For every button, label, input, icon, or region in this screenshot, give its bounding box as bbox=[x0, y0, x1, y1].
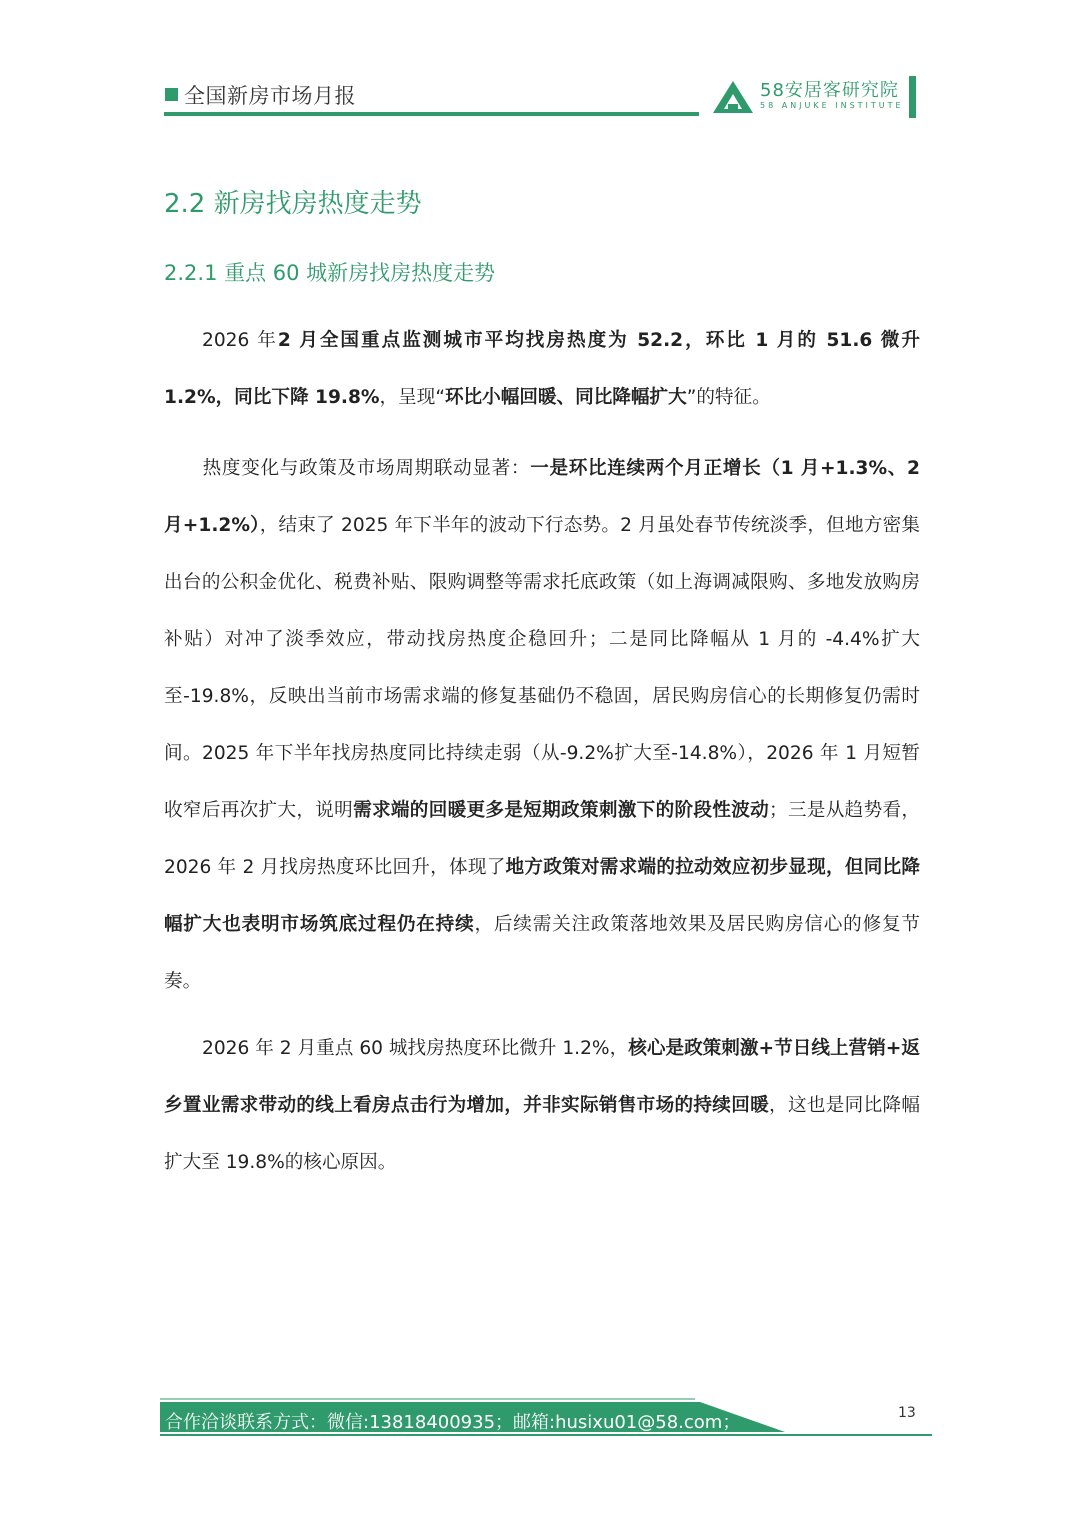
bold-text-run: 需求端的回暖更多是短期政策刺激下的阶段性波动 bbox=[353, 800, 770, 821]
paragraph-3 bbox=[164, 1020, 920, 1191]
logo-vertical-bar bbox=[909, 76, 916, 118]
contact-info: 合作洽谈联系方式：微信:13818400935；邮箱:husixu01@58.com； bbox=[165, 1412, 741, 1433]
text-run: ”的特征。 bbox=[686, 387, 771, 408]
page-footer bbox=[0, 1390, 1080, 1450]
paragraph-2-content bbox=[164, 458, 920, 992]
bold-text-run: 2 月全国重点监测城市平均找房热度为 52.2，环比 1 月的 51.6 微升 1.2%，同比下降 19.8% bbox=[164, 330, 920, 408]
section-heading: 2.2 新房找房热度走势 bbox=[164, 189, 422, 219]
anjuke-logo bbox=[712, 72, 922, 122]
header-rule bbox=[164, 112, 699, 116]
section-subheading: 2.2.1 重点 60 城新房找房热度走势 bbox=[164, 261, 496, 285]
bold-text-run: 环比小幅回暖、同比降幅扩大 bbox=[444, 387, 687, 408]
text-run: ，这也是同比降幅扩大至 19.8%的核心原因。 bbox=[164, 1095, 920, 1173]
logo-chinese-name: 58安居客研究院 bbox=[760, 80, 899, 101]
triangle-logo-icon bbox=[712, 80, 754, 114]
text-run: 2026 年 2 月重点 60 城找房热度环比微升 1.2%， bbox=[202, 1038, 629, 1059]
bold-text-run: 地方政策对需求端的拉动效应初步显现，但同比降幅扩大也表明市场筑底过程仍在持续 bbox=[164, 857, 920, 935]
header-square-marker bbox=[165, 88, 178, 101]
text-run: ，后续需关注政策落地效果及居民购房信心的修复节奏。 bbox=[164, 914, 920, 992]
text-run: 2026 年 bbox=[202, 330, 278, 351]
paragraph-2 bbox=[164, 440, 920, 1010]
text-run: 热度变化与政策及市场周期联动显著： bbox=[202, 458, 531, 479]
page-number: 13 bbox=[898, 1405, 916, 1421]
text-run: ；三是从趋势看，2026 年 2 月找房热度环比回升，体现了 bbox=[164, 800, 920, 878]
paragraph-1-content bbox=[164, 330, 920, 408]
bold-text-run: 核心是政策刺激+节日线上营销+返乡置业需求带动的线上看房点击行为增加，并非实际销售市场的持续回暖 bbox=[164, 1038, 920, 1116]
page-header bbox=[0, 0, 1080, 130]
bold-text-run: 一是环比连续两个月正增长（1 月+1.3%、2 月+1.2%） bbox=[164, 458, 920, 536]
paragraph-1 bbox=[164, 312, 920, 426]
paragraph-3-content bbox=[164, 1038, 920, 1173]
text-run: ，结束了 2025 年下半年的波动下行态势。2 月虽处春节传统淡季，但地方密集出台的公积金优化、税费补贴、限购调整等需求托底政策（如上海调减限购、多地发放购房补贴）对冲了淡季效应，带动找房热度企稳回升；二是同比降幅从 1 月的 -4.4%扩大至-19.8%，反映出当前市场需求端的修复基础仍不稳固，居民购房信心的长期修复仍需时间。2025 年下半年找房热度同比持续走弱（从-9.2%扩大至-14.8%），2026 年 1 月短暂收窄后再次扩大，说明 bbox=[164, 515, 920, 821]
logo-english-name: 58 ANJUKE INSTITUTE bbox=[760, 101, 904, 110]
report-title: 全国新房市场月报 bbox=[184, 84, 356, 108]
text-run: ，呈现“ bbox=[379, 387, 445, 408]
